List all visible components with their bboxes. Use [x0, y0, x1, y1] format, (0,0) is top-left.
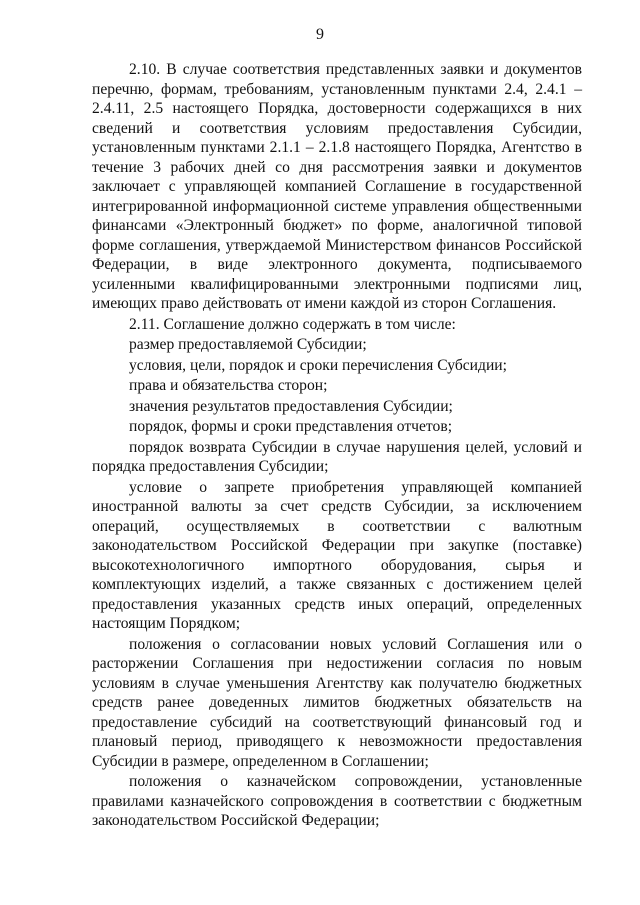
paragraph-2-10: 2.10. В случае соответствия представленных заявки и документов перечню, формам, требованиям, установленным пунктами 2.4, 2.4.1 – 2.4.11, 2.5 настоящего Порядка, достоверности содержащихся в них сведений и соответствия условиям предоставления Субсидии, установленным пунктами 2.1.1 – 2.1.8 настоящего Порядка, Агентство в течение 3 рабочих дней со дня рассмотрения заявки и документов заключает с управляющей компанией Соглашение в государственной интегрированной информационной системе управления общественными финансами «Электронный бюджет» по форме, аналогичной типовой форме соглашения, утверждаемой Министерством финансов Российской Федерации, в виде электронного документа, подписываемого усиленными квалифицированными электронными подписями лиц, имеющих право действовать от имени каждой из сторон Соглашения. — [92, 61, 582, 312]
list-item: размер предоставляемой Субсидии; — [129, 336, 367, 353]
list-item: положения о согласовании новых условий Соглашения или о расторжении Соглашения при недостижении согласия по новым условиям в случае уменьшения Агентству как получателю бюджетных средств ранее доведенных лимитов бюджетных обязательств на предоставление субсидий на соответствующий финансовый год и плановый период, приводящего к невозможности предоставления Субсидии в размере, определенном в Соглашении; — [92, 635, 582, 770]
document-body — [92, 60, 582, 831]
paragraph-2-11: 2.11. Соглашение должно содержать в том числе: — [129, 315, 456, 333]
list-item: значения результатов предоставления Субсидии; — [129, 397, 453, 415]
list-item: права и обязательства сторон; — [129, 377, 328, 394]
list-item: условие о запрете приобретения управляющей компанией иностранной валюты за счет средств Субсидии, за исключением операций, осуществляемых в соответствии с валютным законодательством Российской Федерации при закупке (поставке) высокотехнологичного импортного оборудования, сырья и комплектующих изделий, а также связанных с достижением целей предоставления указанных средств иных операций, определенных настоящим Порядком; — [92, 478, 582, 632]
list-item: порядок возврата Субсидии в случае нарушения целей, условий и порядка предоставления Субсидии; — [92, 438, 582, 475]
page-number: 9 — [316, 26, 324, 43]
list-item: условия, цели, порядок и сроки перечисления Субсидии; — [129, 356, 507, 374]
list-item: порядок, формы и сроки представления отчетов; — [129, 418, 453, 435]
list-item: положения о казначейском сопровождении, установленные правилами казначейского сопровождения в соответствии с бюджетным законодательством Российской Федерации; — [92, 773, 582, 829]
